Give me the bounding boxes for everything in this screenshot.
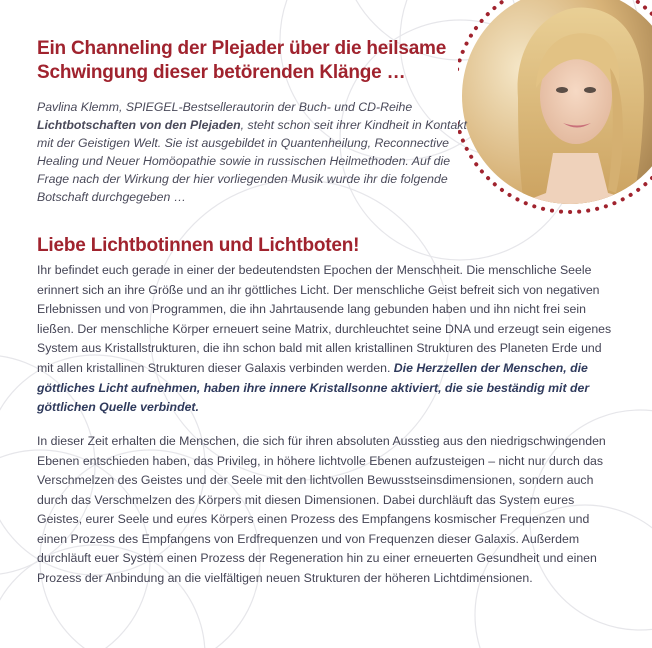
author-photo <box>458 0 652 238</box>
message-title: Liebe Lichtbotinnen und Lichtboten! <box>37 235 360 256</box>
book-series-title: Lichtbotschaften von den Plejaden <box>37 118 241 132</box>
intro-paragraph <box>37 98 482 206</box>
channeling-title: Ein Channeling der Plejader über die heilsame Schwingung dieser betörenden Klänge … <box>37 38 447 83</box>
intro-text-start: Pavlina Klemm, SPIEGEL-Bestsellerautorin der Buch- und CD-Reihe <box>37 100 413 114</box>
message-paragraph-1-text: Ihr befindet euch gerade in einer der bedeutendsten Epochen der Menschheit. Die menschliche Seele erinnert sich an ihre Größe und an ihr göttliches Licht. Der menschliche Geist befreit sich von negativen Erlebnissen und von Programmen, die ihn Jahrtausende lang gebunden haben und ihn nicht frei sein ließen. Der menschliche Körper erneuert seine Matrix, durchleuchtet seine DNA und erzeugt sein eigenes System aus Kristallstrukturen, die ihn schon bald mit allen kristallinen Strukturen des Planeten Erde und mit allen kristallinen Strukturen dieser Galaxis verbinden werden. <box>37 263 612 375</box>
intro-text-end: , steht schon seit ihrer Kindheit in Kontakt mit der Geistigen Welt. Sie ist ausgebildet in Quantenheilung, Reconnective Healing und Neuer Homöopathie sowie in russischen Heilmethoden. Auf die Frage nach der Wirkung der hier vorliegenden Musik wurde ihr die folgende Botschaft durchgegeben … <box>37 118 467 204</box>
message-paragraph-2: In dieser Zeit erhalten die Menschen, die sich für ihren absoluten Ausstieg aus den niedrigschwingenden Ebenen entschieden haben, das Privileg, in höhere lichtvolle Ebenen aufzusteigen – nicht nur durch das Verschmelzen des Geistes und der Seele mit den lichtvollen Bewusstseinsdimensionen, sondern auch durch das Verschmelzen des Körpers mit diesen Dimensionen. Dabei durchläuft das System eures Geistes, eurer Seele und eures Körpers einen Prozess des Empfangens kosmischer Frequenzen und einen Prozess des Empfangens von Erdfrequenzen und von Frequenzen dieser Galaxis. Außerdem durchläuft euer System einen Prozess der Regeneration hin zu einer erneuerten Gesundheit und einen Prozess der Anbindung an die vielfältigen neuen Strukturen der höheren Lichtdimensionen. <box>37 434 606 585</box>
message-highlight: Die Herzzellen der Menschen, die göttliches Licht aufnehmen, haben ihre innere Kristallsonne aktiviert, die sie beständig mit der göttlichen Quelle verbindet. <box>37 360 590 415</box>
message-paragraph-1 <box>37 261 619 418</box>
